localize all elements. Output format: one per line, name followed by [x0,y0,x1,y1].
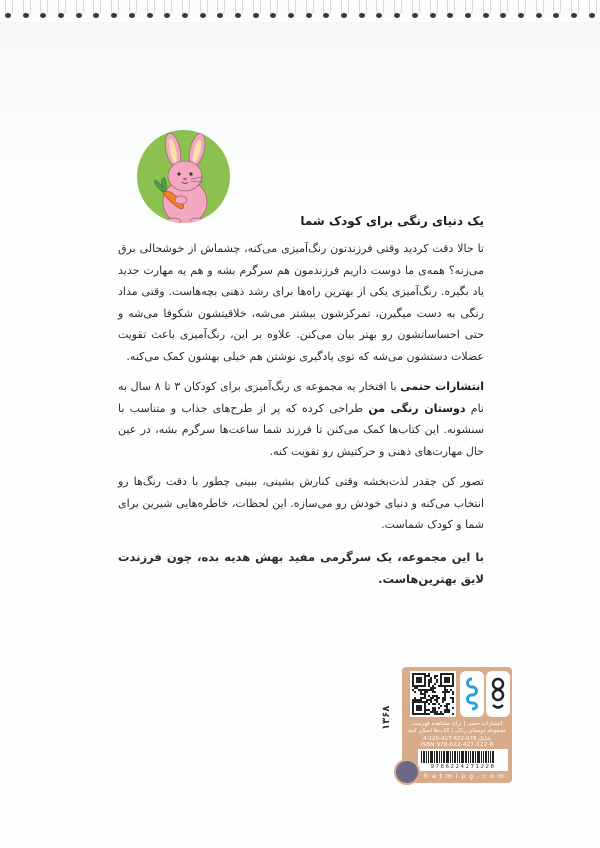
spiral-coil [57,0,65,22]
spiral-coil [163,0,171,22]
publisher-info-box [402,667,512,783]
website-url[interactable]: hatmipg.com [424,773,508,780]
barcode-number: 9786224271228 [418,764,508,770]
spiral-coil [517,0,525,22]
publisher-badge-icon [394,759,420,785]
spiral-coil [287,0,295,22]
spiral-coil [588,0,596,22]
description-block [118,214,484,599]
spiral-coil [482,0,490,22]
bunny-illustration [137,130,230,223]
paragraph-intro: تا حالا دقت کردید وقتی فرزندتون رنگ‌آمیزی می‌کنه، چشماش از خوشحالی برق می‌زنه؟ همه‌ی ما دوست داریم فرزندمون هم سرگرم بشه و هم یه مهارت جدید یاد بگیره. رنگ‌آمیزی یکی از بهترین راه‌ها برای رشد ذهنی بچه‌هاست. وقتی مداد رنگی به دست میگیرن، تمرکزشون بیشتر می‌شه، خلاقیتشون شکوفا می‌شه و حتی احساساتشون رو بهتر بیان می‌کنن. علاوه بر این، رنگ‌آمیزی باعث تقویت عضلات دستشون می‌شه که توی یادگیری نوشتن هم خیلی بهشون کمک می‌کنه. [118,242,484,363]
spiral-coil [75,0,83,22]
spiral-coil [375,0,383,22]
spiral-coil [305,0,313,22]
spiral-coil [216,0,224,22]
spiral-coil [92,0,100,22]
spiral-coil [393,0,401,22]
spiral-coil [552,0,560,22]
qr-caption-1: برای مشاهده فهرست [411,721,462,727]
qr-code-icon [412,673,454,715]
spiral-coil [446,0,454,22]
publisher-caption-1: انتشارات حتمی [467,721,503,727]
series-name: دوستان رنگی من [368,401,466,415]
spiral-coil [340,0,348,22]
paragraph-publisher [118,376,484,462]
spiral-coil [464,0,472,22]
series-logo-icon [464,676,480,712]
catalog-code: ۱۳۶۸ [381,705,392,730]
spiral-coil [322,0,330,22]
spiral-coil [128,0,136,22]
spiral-coil [22,0,30,22]
spiral-coil [358,0,366,22]
spiral-coil [199,0,207,22]
isbn-1: شابک 978-622-427-120-4 [423,736,491,742]
spiral-coil [181,0,189,22]
bunny-icon [137,130,230,223]
spiral-coil [39,0,47,22]
spiral-coil [499,0,507,22]
captions-row-2: مجموعه دوستان رنگی | کتاب‌ها اسکن کنید [408,728,506,734]
paragraph-publisher-text-a: با افتخار یه مجموعه ی رنگ‌آمیزی برای کودکان ۳ تا ۸ سال به نام [118,380,484,415]
paragraph-publisher-text-b: طراحی کرده که پر از طرح‌های جذاب و متناسب با سنشونه. این کتاب‌ها کمک می‌کنن تا فرزند شما ساعت‌ها سرگرم بشه، در عین حال مهارت‌های ذهنی و حرکتیش رو تقویت کنه. [118,401,484,458]
heading: یک دنیای رنگی برای کودک شما [300,214,484,228]
publisher-logo-icon [490,676,506,712]
spiral-coil [252,0,260,22]
spiral-coil [146,0,154,22]
qr-code[interactable] [410,671,456,717]
spiral-coil [411,0,419,22]
spiral-coil [110,0,118,22]
captions-row-1: انتشارات حتمی | برای مشاهده فهرست [411,721,503,727]
isbn-2: ISBN 978-622-427-122-8 [420,742,494,748]
spiral-coil [429,0,437,22]
spiral-coil [269,0,277,22]
closing-line: با این مجموعه، یک سرگرمی مفید بهش هدیه بده، چون فرزندت لایق بهترین‌هاست. [118,549,484,586]
spiral-coil [4,0,12,22]
spiral-coil [535,0,543,22]
publisher-caption-2: مجموعه دوستان رنگی [454,728,506,734]
spiral-coil [570,0,578,22]
series-logo [460,671,484,717]
publisher-logo [486,671,510,717]
qr-caption-2: کتاب‌ها اسکن کنید [408,728,450,734]
paragraph-imagine: تصور کن چقدر لذت‌بخشه وقتی کنارش بشینی، ببینی چطور با دقت رنگ‌ها رو انتخاب می‌کنه و دنیای خودش رو می‌سازه. این لحظات، خاطره‌هایی شیرین برای شما و کودک شماست. [118,475,484,531]
publisher-name: انتشارات حتمی [400,380,485,393]
spiral-binding [0,0,600,22]
spiral-coil [234,0,242,22]
